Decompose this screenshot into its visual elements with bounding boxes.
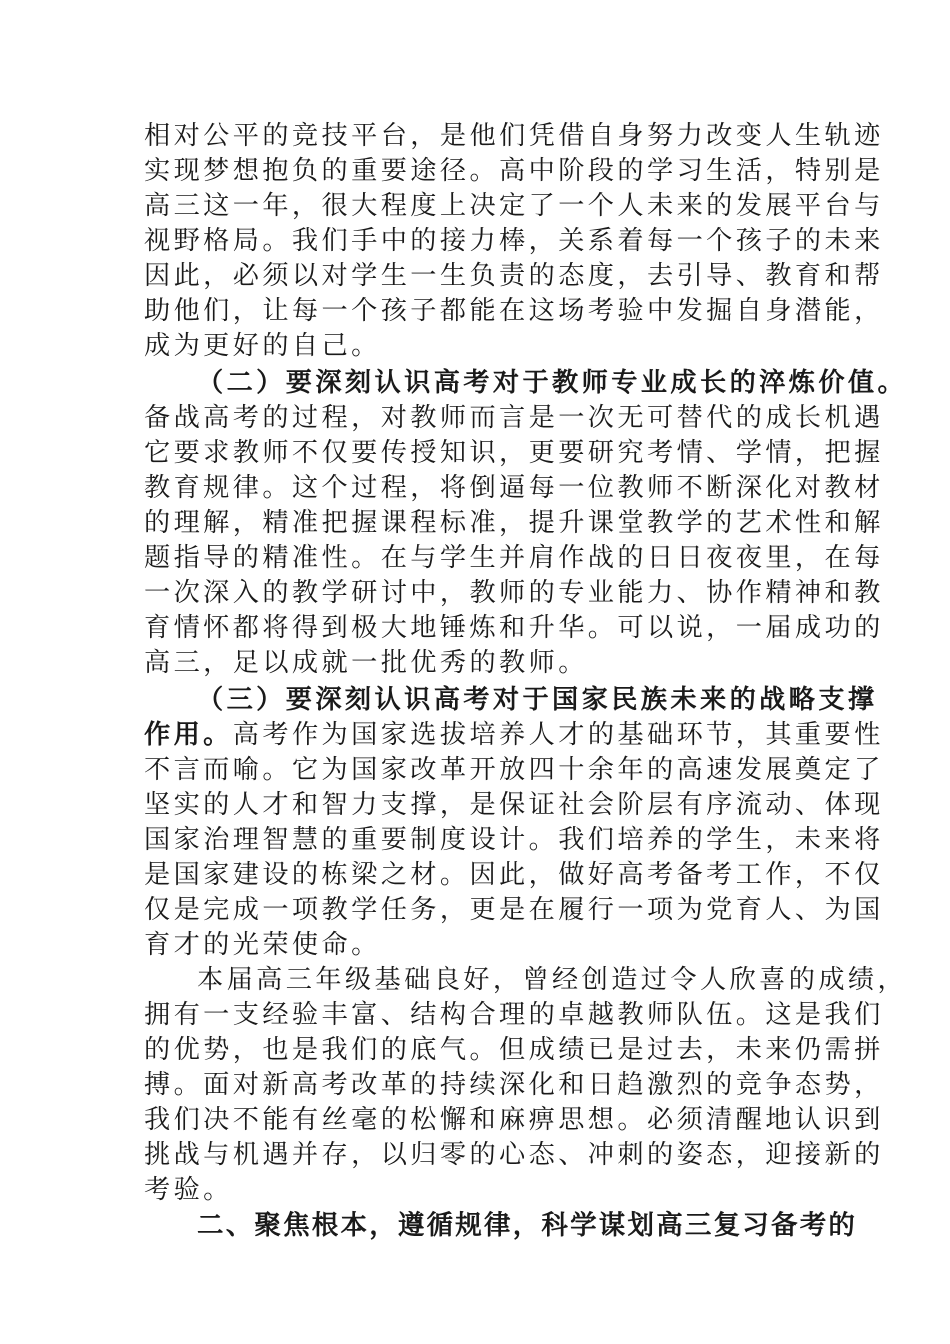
text-line: 国家治理智慧的重要制度设计。我们培养的学生，未来将	[144, 825, 884, 855]
text-line: 搏。面对新高考改革的持续深化和日趋激烈的竞争态势，	[144, 1070, 884, 1100]
text-line: 挑战与机遇并存，以归零的心态、冲刺的姿态，迎接新的	[144, 1140, 884, 1170]
text-line: 相对公平的竞技平台，是他们凭借自身努力改变人生轨迹	[144, 121, 884, 151]
text-line: 的优势，也是我们的底气。但成绩已是过去，未来仍需拼	[144, 1035, 884, 1065]
text-line: 视野格局。我们手中的接力棒，关系着每一个孩子的未来	[144, 226, 884, 256]
text-line: 因此，必须以对学生一生负责的态度，去引导、教育和帮	[144, 261, 884, 291]
text-line: 考验。	[144, 1175, 233, 1205]
section-heading: 二、聚焦根本，遵循规律，科学谋划高三复习备考的	[197, 1210, 858, 1241]
text-line: 它要求教师不仅要传授知识，更要研究考情、学情，把握	[144, 438, 884, 468]
text-line: 备战高考的过程，对教师而言是一次无可替代的成长机遇	[144, 403, 884, 433]
text-line: 助他们，让每一个孩子都能在这场考验中发掘自身潜能，	[144, 296, 884, 326]
text-line: 仅是完成一项教学任务，更是在履行一项为党育人、为国	[144, 895, 884, 925]
text-line: 育才的光荣使命。	[144, 930, 381, 960]
text-line: 高三，足以成就一批优秀的教师。	[144, 648, 588, 678]
text-line: 的理解，精准把握课程标准，提升课堂教学的艺术性和解	[144, 508, 884, 538]
text-line: 高三这一年，很大程度上决定了一个人未来的发展平台与	[144, 191, 884, 221]
subheading-3-end: 作用。	[144, 720, 233, 750]
text-line: 拥有一支经验丰富、结构合理的卓越教师队伍。这是我们	[144, 1000, 884, 1030]
text-line: 本届高三年级基础良好，曾经创造过令人欣喜的成绩，	[197, 965, 908, 995]
text-line: 育情怀都将得到极大地锤炼和升华。可以说，一届成功的	[144, 613, 884, 643]
text-line: 成为更好的自己。	[144, 331, 381, 361]
subheading-2: （二）要深刻认识高考对于教师专业成长的淬炼价值。	[197, 368, 908, 398]
text-line	[144, 718, 884, 752]
text-run: 高考作为国家选拔培养人才的基础环节，其重要性	[232, 720, 884, 750]
text-line: 教育规律。这个过程，将倒逼每一位教师不断深化对教材	[144, 473, 884, 503]
text-line: 题指导的精准性。在与学生并肩作战的日日夜夜里，在每	[144, 543, 884, 573]
text-line: 坚实的人才和智力支撑，是保证社会阶层有序流动、体现	[144, 790, 884, 820]
text-line: 一次深入的教学研讨中，教师的专业能力、协作精神和教	[144, 578, 884, 608]
text-line: 不言而喻。它为国家改革开放四十余年的高速发展奠定了	[144, 755, 884, 785]
text-line: 是国家建设的栋梁之材。因此，做好高考备考工作，不仅	[144, 860, 884, 890]
text-line: 实现梦想抱负的重要途径。高中阶段的学习生活，特别是	[144, 156, 884, 186]
subheading-3: （三）要深刻认识高考对于国家民族未来的战略支撑	[197, 685, 878, 715]
text-line: 我们决不能有丝毫的松懈和麻痹思想。必须清醒地认识到	[144, 1105, 884, 1135]
